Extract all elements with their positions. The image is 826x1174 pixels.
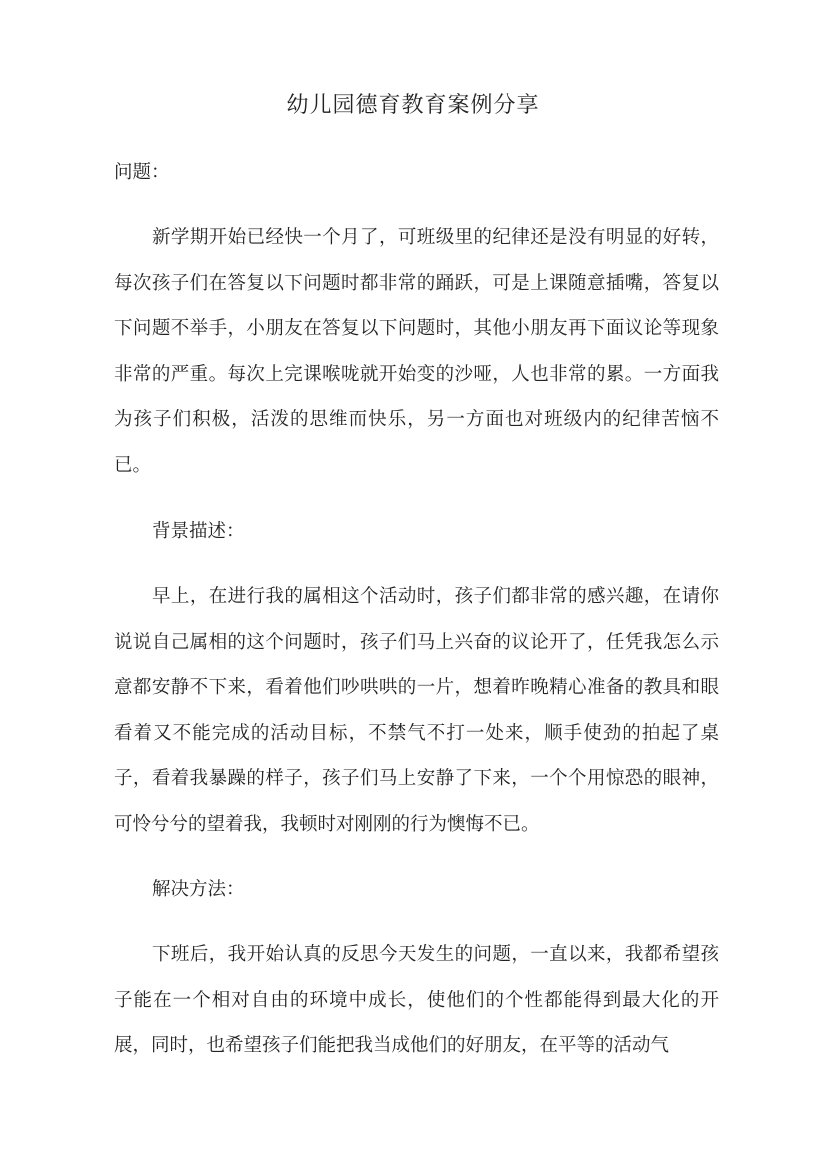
paragraph-background: 早上，在进行我的属相这个活动时，孩子们都非常的感兴趣，在请你说说自己属相的这个问题时，孩子们马上兴奋的议论开了，任凭我怎么示意都安静不下来，看着他们吵哄哄的一片，想着昨晚精心准备的教具和眼看着又不能完成的活动目标，不禁气不打一处来，顺手使劲的拍起了桌子，看着我暴躁的样子，孩子们马上安静了下来，一个个用惊恐的眼神，可怜兮兮的望着我，我顿时对刚刚的行为懊悔不已。 (114, 586, 719, 835)
paragraph-problem: 新学期开始已经快一个月了，可班级里的纪律还是没有明显的好转，每次孩子们在答复以下问题时都非常的踊跃，可是上课随意插嘴，答复以下问题不举手，小朋友在答复以下问题时，其他小朋友再下面议论等现象非常的严重。每次上完课喉咙就开始变的沙哑，人也非常的累。一方面我为孩子们积极，活泼的思维而快乐，另一方面也对班级内的纪律苦恼不已。 (114, 227, 719, 476)
paragraph-solution: 下班后，我开始认真的反思今天发生的问题，一直以来，我都希望孩子能在一个相对自由的环境中成长，使他们的个性都能得到最大化的开展，同时，也希望孩子们能把我当成他们的好朋友，在平等的活动气 (114, 944, 719, 1056)
heading-problem: 问题： (114, 162, 170, 183)
document-title: 幼儿园德育教育案例分享 (286, 93, 540, 118)
heading-background: 背景描述： (152, 521, 245, 542)
heading-solution: 解决方法： (152, 879, 245, 900)
